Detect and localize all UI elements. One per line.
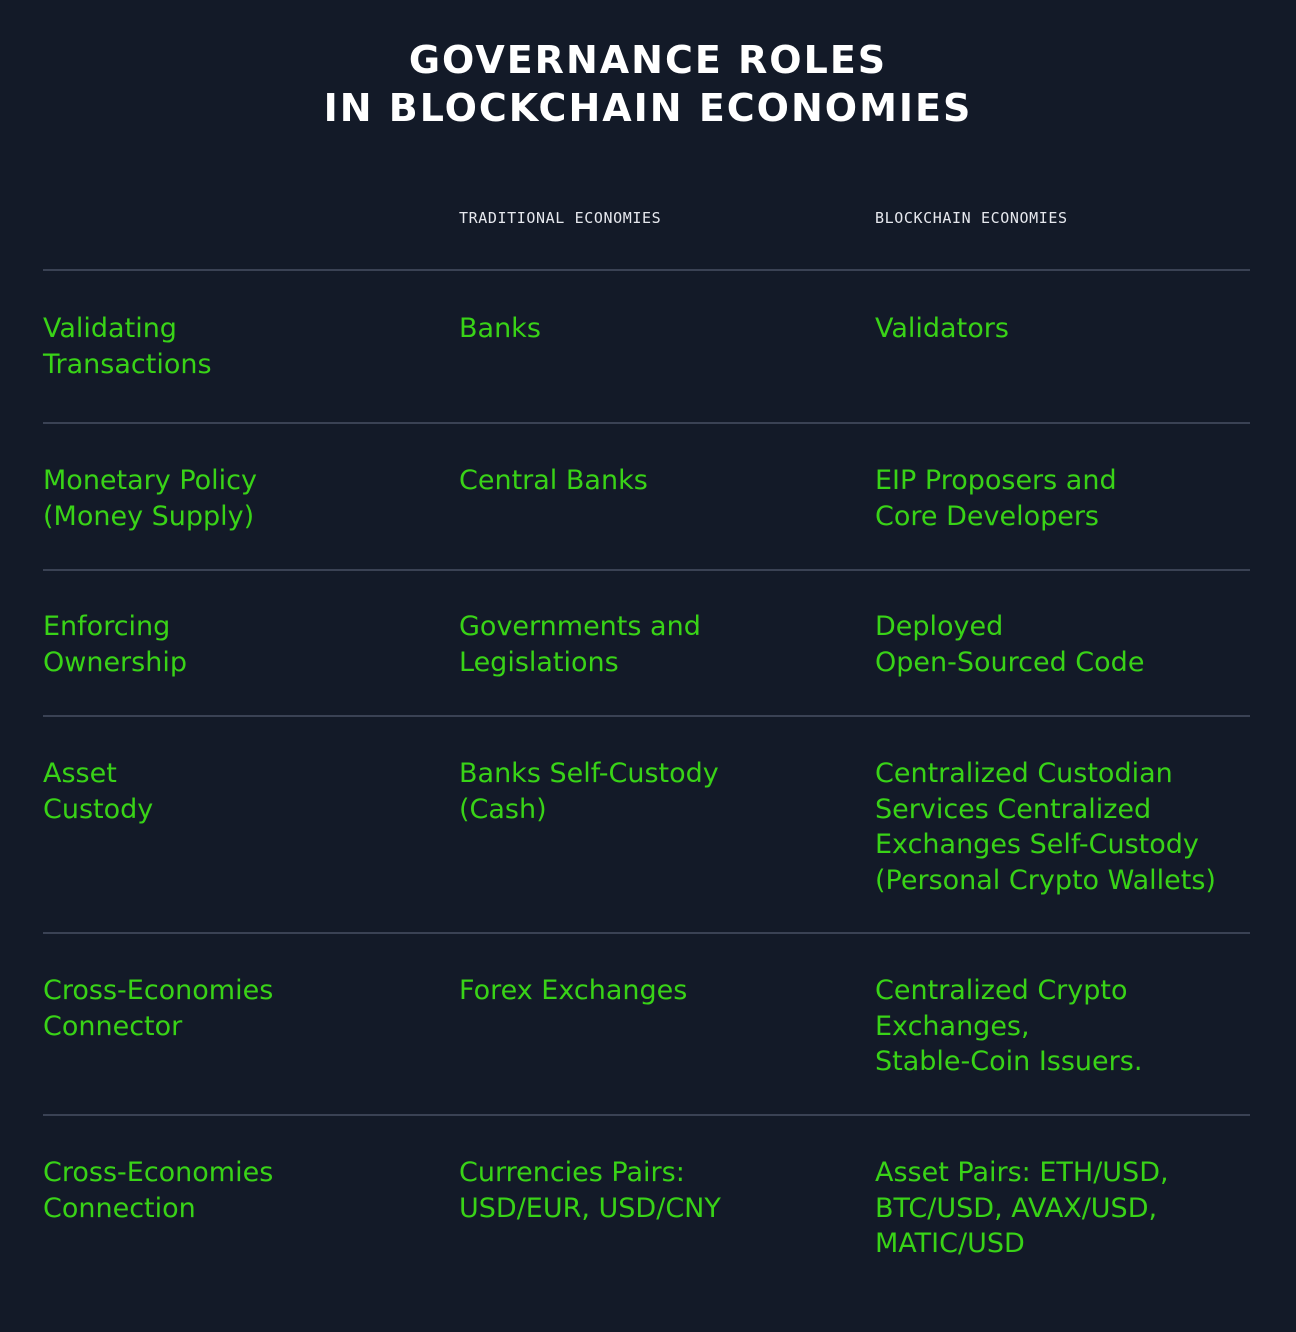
blockchain-validating-transactions: Validators xyxy=(875,313,1009,344)
blockchain-cross-economies-connection: Asset Pairs: ETH/USD, BTC/USD, AVAX/USD, MATIC/USD xyxy=(875,1157,1169,1259)
traditional-monetary-policy: Central Banks xyxy=(459,465,648,496)
row-divider xyxy=(43,569,1250,571)
traditional-validating-transactions: Banks xyxy=(459,313,541,344)
blockchain-asset-custody: Centralized Custodian Services Centralized Exchanges Self-Custody (Personal Crypto Wallets) xyxy=(875,758,1216,896)
role-monetary-policy: Monetary Policy (Money Supply) xyxy=(43,465,257,532)
title-line-1: GOVERNANCE ROLES xyxy=(408,38,888,82)
row-divider xyxy=(43,1114,1250,1116)
row-divider xyxy=(43,269,1250,271)
traditional-cross-economies-connection: Currencies Pairs: USD/EUR, USD/CNY xyxy=(459,1157,721,1224)
title-line-2: IN BLOCKCHAIN ECONOMIES xyxy=(323,86,973,130)
row-divider xyxy=(43,422,1250,424)
blockchain-enforcing-ownership: Deployed Open-Sourced Code xyxy=(875,611,1145,678)
traditional-asset-custody: Banks Self-Custody (Cash) xyxy=(459,758,719,825)
role-enforcing-ownership: Enforcing Ownership xyxy=(43,611,187,678)
page-title xyxy=(0,36,1296,132)
traditional-enforcing-ownership: Governments and Legislations xyxy=(459,611,701,678)
role-asset-custody: Asset Custody xyxy=(43,758,154,825)
role-validating-transactions: Validating Transactions xyxy=(43,313,212,380)
row-divider xyxy=(43,932,1250,934)
blockchain-cross-economies-connector: Centralized Crypto Exchanges, Stable-Coin Issuers. xyxy=(875,975,1143,1077)
column-header-blockchain: BLOCKCHAIN ECONOMIES xyxy=(875,209,1068,227)
row-divider xyxy=(43,715,1250,717)
role-cross-economies-connector: Cross-Economies Connector xyxy=(43,975,274,1042)
column-header-traditional: TRADITIONAL ECONOMIES xyxy=(459,209,662,227)
role-cross-economies-connection: Cross-Economies Connection xyxy=(43,1157,274,1224)
traditional-cross-economies-connector: Forex Exchanges xyxy=(459,975,688,1006)
blockchain-monetary-policy: EIP Proposers and Core Developers xyxy=(875,465,1117,532)
